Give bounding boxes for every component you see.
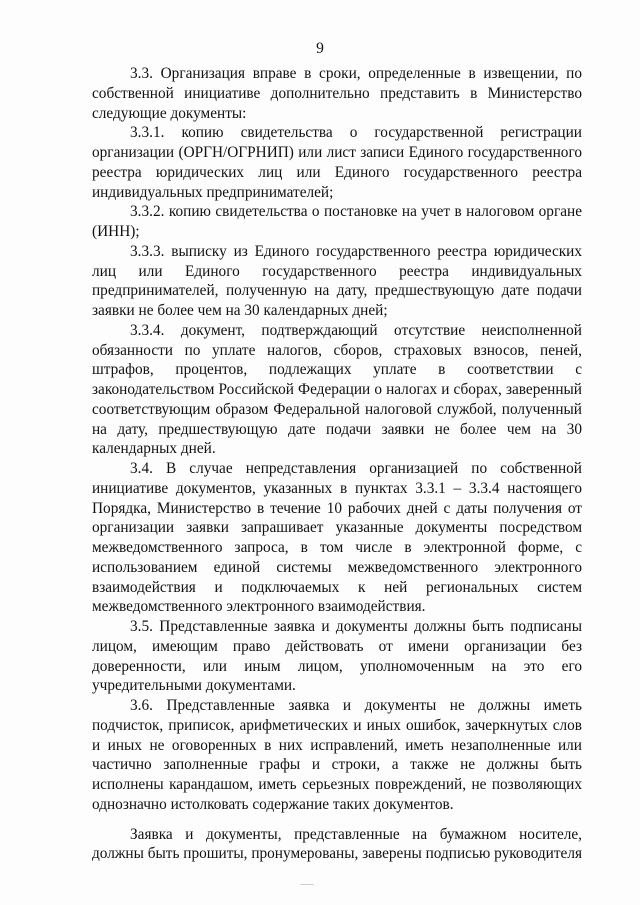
- paragraph-3-3-1: 3.3.1. копию свидетельства о государственной регистрации организации (ОРГН/ОГРНИП) или лист записи Единого государственного реестра юридических лиц или Единого государственного реестра индивидуальных предпринимателей;: [92, 124, 582, 201]
- paragraph-3-3-4: 3.3.4. документ, подтверждающий отсутствие неисполненной обязанности по уплате налогов, сборов, страховых взносов, пеней, штрафов, процентов, подлежащих уплате в соответствии с законодательством Российской Федерации о налогах и сборах, заверенный соответствующим образом Федеральной налоговой службой, полученный на дату, предшествующую дате подачи заявки не более чем на 30 календарных дней.: [92, 321, 582, 458]
- paragraph-3-3: 3.3. Организация вправе в сроки, определенные в извещении, по собственной инициативе дополнительно представить в Министерство следующие документы:: [92, 65, 582, 122]
- page-number: 9: [316, 40, 324, 57]
- scan-artifact: [300, 884, 314, 885]
- paragraph-3-3-2: 3.3.2. копию свидетельства о постановке на учет в налоговом органе (ИНН);: [92, 203, 582, 240]
- document-body: [92, 64, 582, 864]
- paragraph-3-3-3: 3.3.3. выписку из Единого государственного реестра юридических лиц или Единого государственного реестра индивидуальных предпринимателей, полученную на дату, предшествующую дате подачи заявки не более чем на 30 календарных дней;: [92, 242, 582, 319]
- paragraph-submission-requirements: Заявка и документы, представленные на бумажном носителе, должны быть прошиты, пронумерованы, заверены подписью руководителя: [92, 825, 583, 863]
- paragraph-3-5: 3.5. Представленные заявка и документы должны быть подписаны лицом, имеющим право действовать от имени организации без доверенности, или иным лицом, уполномоченным на это его учредительными документами.: [92, 618, 582, 695]
- paragraph-3-6: 3.6. Представленные заявка и документы не должны иметь подчисток, приписок, арифметических и иных ошибок, зачеркнутых слов и иных не оговоренных в них исправлений, иметь незаполненные или частично заполненные графы и строки, а также не должны быть исполнены карандашом, иметь серьезных повреждений, не позволяющих однозначно истолковать содержание таких документов.: [92, 697, 582, 813]
- paragraph-3-4: 3.4. В случае непредставления организацией по собственной инициативе документов, указанных в пунктах 3.3.1 – 3.3.4 настоящего Порядка, Министерство в течение 10 рабочих дней с даты получения от организации заявки запрашивает указанные документы посредством межведомственного запроса, в том числе в электронной форме, с использованием единой системы межведомственного электронного взаимодействия и подключаемых к ней региональных систем межведомственного электронного взаимодействия.: [92, 460, 582, 616]
